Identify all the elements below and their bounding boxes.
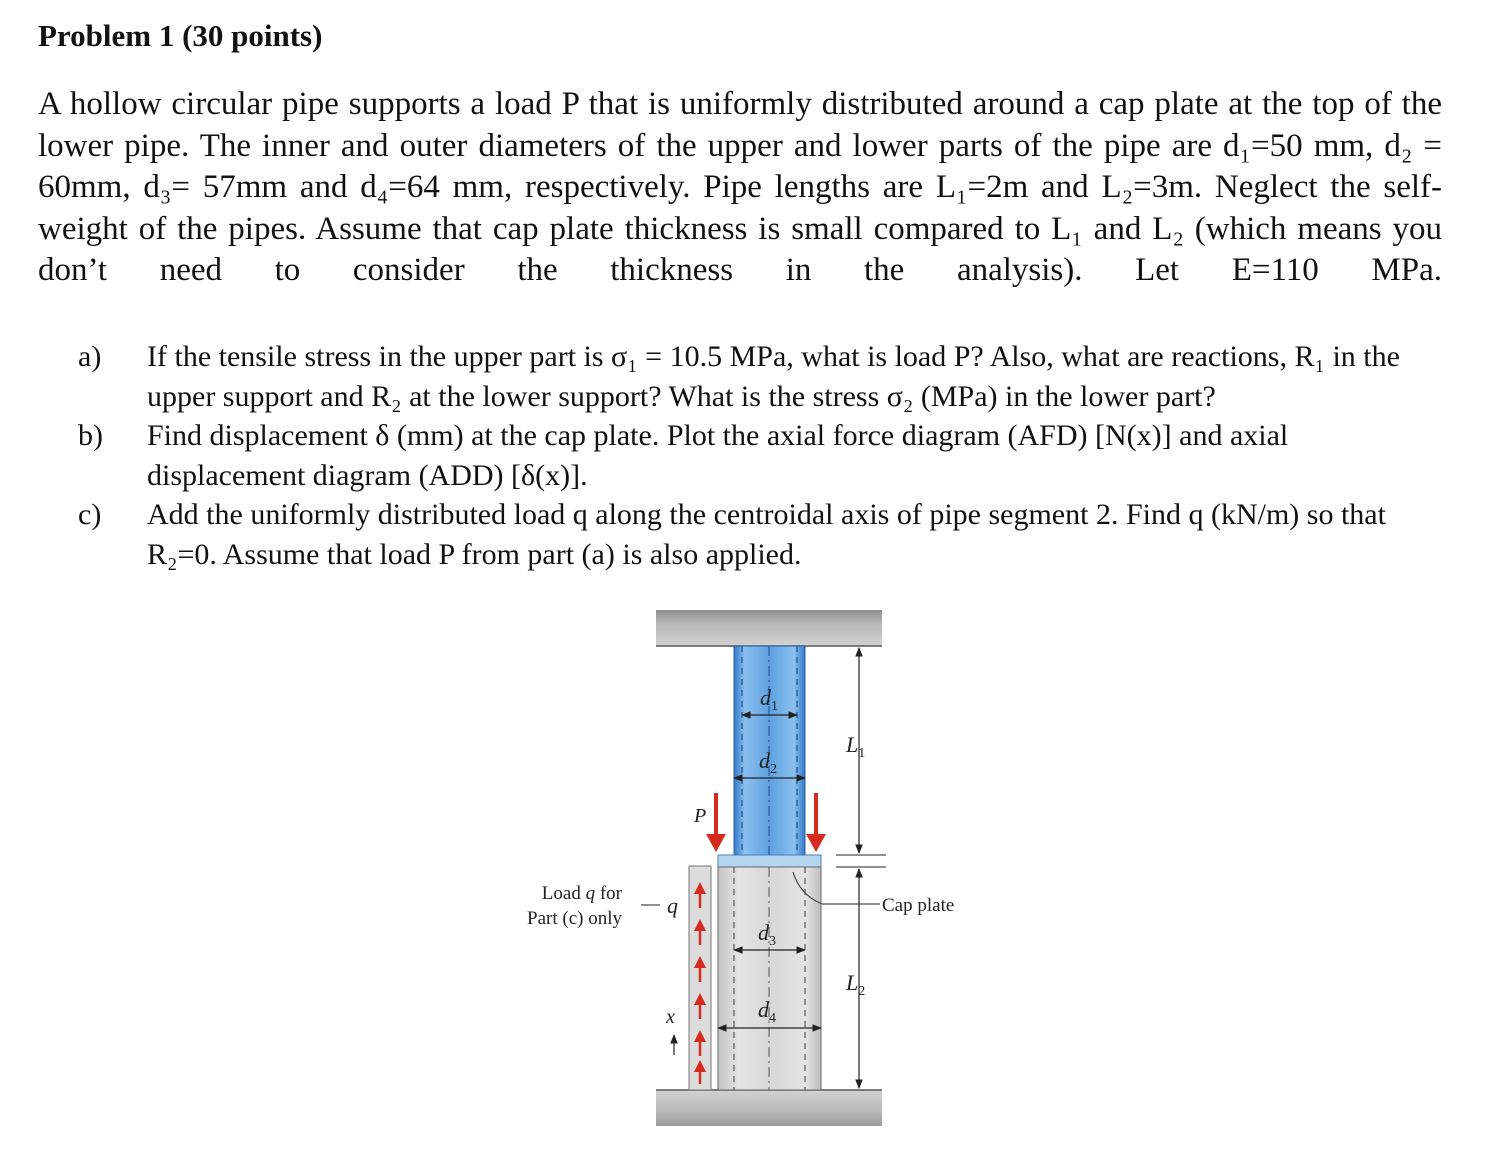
d4-label: $d_4$ [758, 997, 776, 1026]
question-text: Find displacement δ (mm) at the cap plate. Plot the axial force diagram (AFD) [N(x)] and axial displacement diagram (ADD) [δ(x)]. [147, 419, 1289, 492]
cap-plate [718, 855, 821, 867]
pipe-figure [500, 600, 1000, 1140]
question-text: If the tensile stress in the upper part is σ₁ = 10.5 MPa, what is load P? Also, what are reactions, R₁ in the upper support and R₂ at the lower support? What is the stress σ₂ (MPa) in the lower part? [147, 340, 1400, 413]
question-list [78, 337, 1418, 574]
question-a [78, 337, 1418, 416]
question-label: a) [78, 340, 102, 373]
question-b [78, 416, 1418, 495]
p-label: P [694, 805, 707, 827]
q-label: q [667, 893, 678, 918]
d2-label: $d_2$ [759, 748, 777, 777]
question-label: b) [78, 419, 103, 452]
question-label: c) [78, 498, 102, 531]
question-text: Add the uniformly distributed load q along the centroidal axis of pipe segment 2. Find q (kN/m) so that R₂=0. Assume that load P from part (a) is also applied. [147, 498, 1386, 571]
lower-support [656, 1090, 882, 1126]
question-c [78, 495, 1418, 574]
problem-statement: A hollow circular pipe supports a load P that is uniformly distributed around a cap plate at the top of the lower pipe. The inner and outer diameters of the upper and lower parts of the pipe are d₁=50 mm, d₂ = 60mm, d₃= 57mm and d₄=64 mm, respectively. Pipe lengths are L₁=2m and L₂=3m. Neglect the self-weight of the pipes. Assume that cap plate thickness is small compared to L₁ and L₂ (which means you don’t need to consider the thickness in the analysis). Let E=110 MPa. [38, 86, 1442, 288]
l1-label: $L_1$ [846, 732, 866, 761]
problem-title: Problem 1 (30 points) [38, 18, 323, 53]
load-p-right-arrow [806, 793, 826, 852]
d1-label: $d_1$ [760, 685, 778, 714]
upper-support [656, 610, 882, 646]
cap-plate-label: Cap plate [882, 895, 955, 916]
x-label: x [666, 1006, 675, 1028]
d3-label: $d_3$ [758, 920, 776, 949]
l2-label: $L_2$ [846, 970, 866, 999]
load-q-caption-line2: Part (c) only [527, 908, 622, 929]
load-p-left-arrow [706, 793, 726, 852]
load-q-caption-line1: Load q for [541, 883, 622, 904]
